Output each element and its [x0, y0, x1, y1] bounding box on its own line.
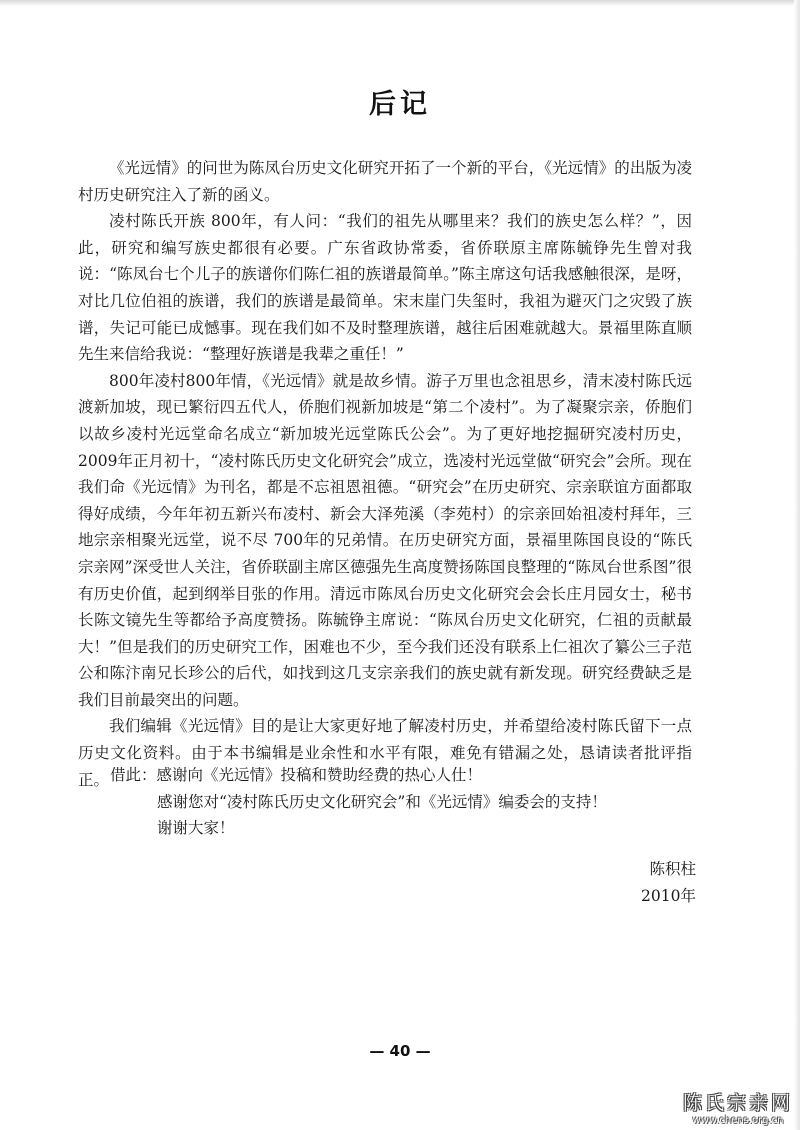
signature-author: 陈积柱 [649, 860, 696, 878]
paragraph: 我们编辑《光远情》目的是让大家更好地了解凌村历史，并希望给凌村陈氏留下一点历史文化资料。由于本书编辑是业余性和水平有限，难免有错漏之处，恳请读者批评指正。 [78, 717, 692, 789]
thanks-line: 感谢您对“凌村陈氏历史文化研究会”和《光远情》编委会的支持！ [157, 792, 607, 811]
signature-year: 2010年 [641, 886, 696, 905]
thanks-line: 谢谢大家！ [157, 819, 235, 838]
paragraph: 800年凌村800年情，《光远情》就是故乡情。游子万里也念祖思乡，清末凌村陈氏远渡新加坡，现已繁衍四五代人，侨胞们视新加坡是“第二个凌村”。为了凝聚宗亲，侨胞们以故乡凌村光远堂命名成立“新加坡光远堂陈氏公会”。为了更好地挖掘研究凌村历史，2009年正月初十，“凌村陈氏历史文化研究会”成立，选凌村光远堂做“研究会”会所。现在我们命《光远情》为刊名，都是不忘祖恩祖德。“研究会”在历史研究、宗亲联谊方面都取得好成绩，今年年初五新兴布凌村、新会大泽苑溪（李苑村）的宗亲回始祖凌村拜年，三地宗亲相聚光远堂，说不尽 700年的兄弟情。在历史研究方面，景福里陈国良设的“陈氏宗亲网”深受世人关注，省侨联副主席区德强先生高度赞扬陈国良整理的“陈凤台世系图”很有历史价值，起到纲举目张的作用。清远市陈凤台历史文化研究会会长庄月园女士，秘书长陈文镜先生等都给予高度赞扬。陈毓铮主席说：“陈凤台历史文化研究，仁祖的贡献最大！”但是我们的历史研究工作，困难也不少，至今我们还没有联系上仁祖次了纂公三子范公和陈汴南兄长珍公的后代，如找到这几支宗亲我们的族史就有新发现。研究经费缺乏是我们目前最突出的问题。 [78, 371, 692, 709]
page-title: 后记 [369, 89, 431, 120]
paragraph: 凌村陈氏开族 800年，有人问：“我们的祖先从哪里来？我们的族史怎么样？”，因此，研究和编写族史都很有必要。广东省政协常委，省侨联原主席陈毓铮先生曾对我说：“陈凤台七个儿子的族谱你们陈仁祖的族谱最简单。”陈主席这句话我感触很深，是呀，对比几位伯祖的族谱，我们的族谱是最简单。宋末崖门失玺时，我祖为避灭门之灾毁了族谱，失记可能已成憾事。现在我们如不及时整理族谱，越往后困难就越大。景福里陈直顺先生来信给我说：“整理好族谱是我辈之重任！” [78, 212, 692, 364]
paragraph: 《光远情》的问世为陈凤台历史文化研究开拓了一个新的平台，《光远情》的出版为凌村历史研究注入了新的函义。 [78, 159, 692, 204]
scan-edge-top [0, 0, 800, 6]
watermark-url: www.chens.org.cn [692, 1115, 784, 1126]
watermark-text: 陈氏宗亲网 [682, 1092, 793, 1114]
article-body [78, 155, 692, 793]
scan-edge-right [794, 0, 800, 1130]
thanks-line: 借此：感谢向《光远情》投稿和赞助经费的热心人仕！ [110, 766, 483, 784]
site-watermark [682, 1088, 794, 1126]
page-number: — 40 — [369, 1042, 431, 1060]
acknowledgements [110, 762, 700, 842]
signature [641, 856, 696, 909]
